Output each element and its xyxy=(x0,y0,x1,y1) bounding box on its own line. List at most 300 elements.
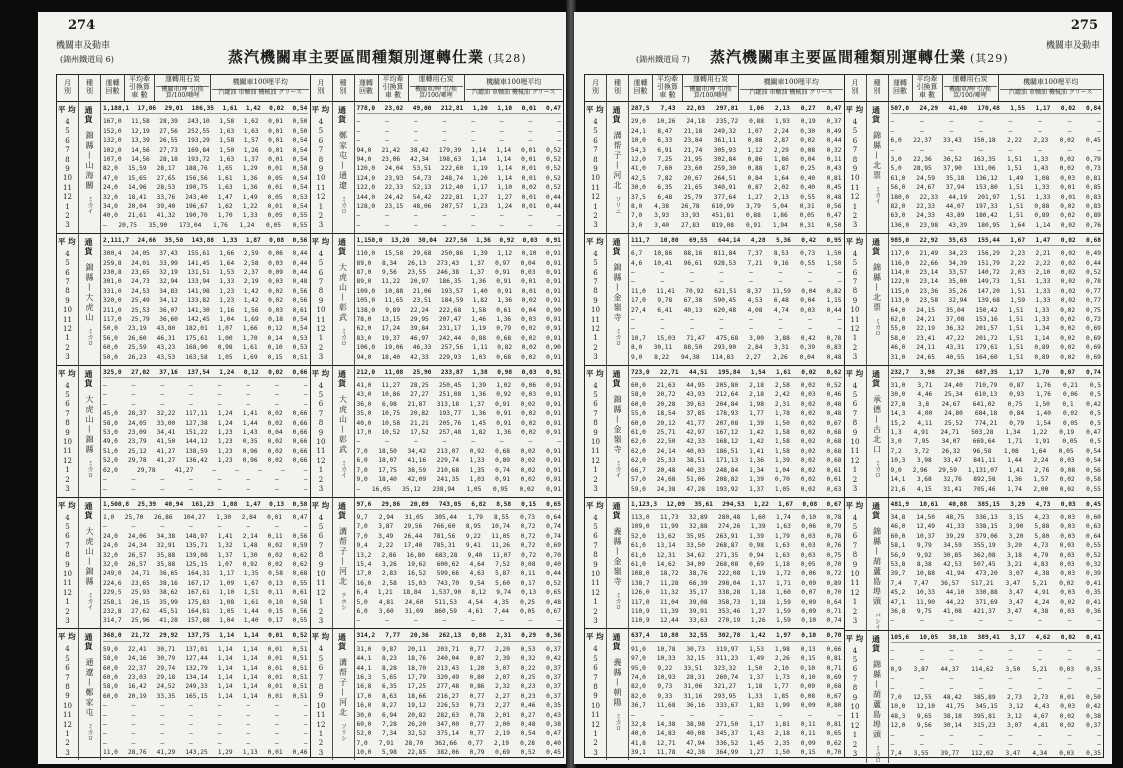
cell: 61,0 xyxy=(631,429,646,437)
cell: 2,37 xyxy=(243,268,259,276)
data-column xyxy=(889,234,1104,365)
cell: 25,79 xyxy=(131,316,150,323)
cell: 928,53 xyxy=(713,259,737,267)
cell: 37,94 xyxy=(945,184,965,192)
table-row xyxy=(631,729,842,738)
cell: 0,01 xyxy=(267,664,283,672)
month-label: 12 xyxy=(63,325,72,333)
cell: 87,0 xyxy=(356,268,372,276)
cell: 151,79 xyxy=(977,259,1000,267)
month-label: 5 xyxy=(318,391,324,400)
cell: 1,63 xyxy=(775,523,791,531)
cell: 2,23 xyxy=(1010,250,1026,258)
table-header xyxy=(845,75,1104,102)
cell: 781,56 xyxy=(432,532,456,540)
table-row xyxy=(357,277,562,286)
cell: 222,60 xyxy=(440,165,464,173)
cell: 0,67 xyxy=(826,692,842,700)
table-row xyxy=(103,748,308,757)
cell: 1,33 xyxy=(1034,316,1050,323)
cell: 60,0 xyxy=(631,382,646,390)
month-label: 2 xyxy=(318,475,324,484)
cell: 1,29 xyxy=(217,749,233,757)
cell: 0,40 xyxy=(800,174,816,182)
month-label: 11 xyxy=(850,712,860,721)
title-text: 蒸汽機關車主要區間種類別運轉仕業 xyxy=(228,48,485,66)
cell: 44,37 xyxy=(940,665,960,673)
cell: 137,54 xyxy=(187,368,210,376)
freight-label: 通貨 xyxy=(871,369,882,388)
cell: 13,20 xyxy=(391,236,410,244)
data-column xyxy=(629,366,844,497)
month-label: 4 xyxy=(65,513,70,522)
cell: 52,0 xyxy=(356,730,372,738)
cell: 2,96 xyxy=(912,466,928,474)
cell: 231,17 xyxy=(438,325,462,333)
cell: 1,36 xyxy=(471,410,487,418)
cell: 0,02 xyxy=(1060,236,1076,244)
cell: — xyxy=(189,400,193,408)
cell: 9,22 xyxy=(657,664,673,672)
cell: 2,23 xyxy=(1033,137,1049,145)
cell: 25,70 xyxy=(124,513,144,521)
cell: 0,02 xyxy=(520,476,536,484)
cell: 33,99 xyxy=(159,259,178,267)
cell: — xyxy=(979,146,983,154)
cell: 148,97 xyxy=(185,532,208,540)
cell: 0,42 xyxy=(546,655,561,663)
month-label: 4 xyxy=(852,249,858,258)
cell: 1,27 xyxy=(747,193,763,201)
cell: 1,47 xyxy=(245,500,261,508)
table-row xyxy=(631,616,842,625)
month-label: 2 xyxy=(593,607,598,616)
cell: 0,08 xyxy=(800,146,816,154)
cell: 26,44 xyxy=(403,532,423,540)
month-label: 8 xyxy=(318,551,324,560)
table-row xyxy=(891,334,1102,343)
cell: 20,12 xyxy=(656,419,676,427)
cell: 32,8 xyxy=(631,721,646,729)
cell: 11,59 xyxy=(772,287,791,295)
month-column xyxy=(311,234,333,365)
cell: — xyxy=(1067,675,1072,683)
month-label: 4 xyxy=(65,249,70,258)
cell: 164,60 xyxy=(975,353,998,361)
cell: 0,48 xyxy=(292,278,308,286)
cell: 143,88 xyxy=(191,236,215,244)
cell: 0,87 xyxy=(747,184,763,192)
cell: 35,88 xyxy=(156,551,176,559)
month-label: 10 xyxy=(63,438,72,447)
cell: 0,02 xyxy=(800,476,816,484)
cell: 644,14 xyxy=(718,236,741,244)
cell: 0,68 xyxy=(826,457,842,465)
data-column xyxy=(101,629,310,760)
cell: 33,57 xyxy=(948,268,968,276)
table-row xyxy=(631,739,842,748)
month-label: 2 xyxy=(852,607,858,616)
cell: 723,0 xyxy=(631,368,650,376)
page-number: 274 xyxy=(68,18,96,33)
month-column xyxy=(57,629,79,760)
cell: — xyxy=(160,391,165,399)
table-row xyxy=(103,287,308,296)
route-block xyxy=(57,102,310,234)
cell: 27,65 xyxy=(156,174,176,182)
header-kind xyxy=(867,75,889,101)
cell: 3,00 xyxy=(749,334,765,342)
header-avg-sub: 引換算 xyxy=(382,83,404,92)
cell: 710,79 xyxy=(974,382,998,390)
cell: 88,16 xyxy=(683,250,703,258)
cell: 27,4 xyxy=(631,306,646,314)
cell: 15,58 xyxy=(384,250,404,258)
month-label: 3 xyxy=(65,748,70,757)
header-month xyxy=(311,75,333,101)
month-label: 10 xyxy=(63,306,72,315)
cell: 17,52 xyxy=(410,429,429,437)
cell: 139,68 xyxy=(977,297,1000,305)
average-label: 平 均 xyxy=(586,236,604,246)
cell: 1,33 xyxy=(1033,155,1049,163)
cell: 0,54 xyxy=(292,174,308,182)
cell: — xyxy=(1038,146,1042,154)
cell: 0,54 xyxy=(292,316,308,323)
cell: 7,82 xyxy=(657,174,673,182)
cell: 23,60 xyxy=(683,165,703,173)
cell: 207,57 xyxy=(440,202,464,210)
cell: 1,08 xyxy=(1034,174,1050,182)
cell: 259,8 xyxy=(103,259,122,267)
month-label: 10 xyxy=(591,438,600,447)
cell: 41,75 xyxy=(945,703,965,711)
table-row xyxy=(357,259,562,268)
cell: 1,72 xyxy=(775,570,791,578)
cell: 20,19 xyxy=(127,692,147,700)
cell: 48,3 xyxy=(890,712,906,720)
table-row xyxy=(891,136,1102,145)
cell: 230,8 xyxy=(103,268,122,276)
cell: 0,88 xyxy=(471,632,487,640)
cell: 1,74 xyxy=(1007,485,1022,493)
cell: 0,12 xyxy=(267,325,283,333)
month-label: 3 xyxy=(318,616,324,625)
month-label: 12 xyxy=(850,325,860,333)
cell: 669,64 xyxy=(972,438,996,446)
cell: 195,84 xyxy=(718,368,741,376)
cell: 11,0 xyxy=(103,749,118,757)
cell: 385,15 xyxy=(977,500,1000,508)
table-row xyxy=(891,221,1102,230)
cell: 109,0 xyxy=(631,523,650,531)
cell: 140,72 xyxy=(977,268,1000,276)
cell: 0,54 xyxy=(292,325,308,333)
month-label: 9 xyxy=(593,296,598,305)
cell: — xyxy=(557,137,561,145)
cell: 36,0 xyxy=(356,400,372,408)
month-column xyxy=(845,102,867,233)
cell: 32,89 xyxy=(689,513,708,521)
cell: 3,21 xyxy=(1007,560,1022,568)
cell: — xyxy=(413,118,418,126)
cell: — xyxy=(808,278,812,286)
cell: 1,05 xyxy=(217,353,233,361)
cell: 232,8 xyxy=(103,607,122,615)
cell: 40,33 xyxy=(686,466,705,474)
cell: 1,41 xyxy=(217,532,233,540)
cell: 0,74 xyxy=(495,466,511,474)
cell: — xyxy=(103,391,107,399)
month-label: 12 xyxy=(591,720,600,729)
cell: 9,41 xyxy=(465,542,481,550)
cell: 24,21 xyxy=(916,316,935,323)
cell: 4,81 xyxy=(1033,722,1049,730)
cell: 56,0 xyxy=(103,334,118,342)
table-row xyxy=(103,221,308,230)
month-label: 9 xyxy=(852,693,858,702)
table-row xyxy=(357,616,562,625)
cell: 114,0 xyxy=(890,268,910,276)
cell: 0,02 xyxy=(521,429,537,437)
cell: — xyxy=(303,400,308,408)
data-column xyxy=(629,629,844,760)
cell: 40,08 xyxy=(686,730,705,738)
route-label: 承德—古北口 xyxy=(872,394,882,455)
cell: 0,56 xyxy=(826,202,842,210)
cell: 2,83 xyxy=(381,570,397,578)
cell: — xyxy=(471,127,475,135)
cell: 113,0 xyxy=(631,513,650,521)
cell: 4,15 xyxy=(916,485,932,493)
cell: — xyxy=(690,711,694,719)
month-label: 5 xyxy=(593,259,598,268)
cell: 0,40 xyxy=(546,739,561,747)
cell: 778,0 xyxy=(356,104,376,112)
table-row xyxy=(103,616,308,625)
cell: 1,87 xyxy=(245,236,261,244)
table-row xyxy=(103,551,308,560)
cell: — xyxy=(920,146,924,154)
cell: 250,86 xyxy=(440,250,464,258)
cell: 2,111,7 xyxy=(103,236,130,244)
cell: 11,22 xyxy=(381,278,401,286)
month-label: 3 xyxy=(318,353,324,362)
month-column xyxy=(311,498,333,629)
locomotive-class: ミカロ xyxy=(873,317,881,336)
cell: 19,06 xyxy=(384,344,404,352)
cell: 8,58 xyxy=(496,500,512,508)
cell: 0,02 xyxy=(521,419,537,427)
cell: 32,94 xyxy=(948,297,968,305)
table-row xyxy=(357,324,562,333)
table-row xyxy=(631,296,842,305)
cell: 205,80 xyxy=(715,382,739,390)
cell: — xyxy=(471,137,475,145)
cell: 4,46 xyxy=(917,391,933,399)
cell: — xyxy=(189,485,193,493)
cell: 20,72 xyxy=(656,391,676,399)
cell: 43,31 xyxy=(945,344,965,352)
cell: 29,78 xyxy=(136,466,156,474)
cell: — xyxy=(303,523,308,531)
header-coal-sub: 機關車/哩 引/换算/100/噸哩 xyxy=(410,86,463,100)
month-label: 4 xyxy=(852,381,858,390)
table-row xyxy=(631,334,842,343)
cell: — xyxy=(131,721,136,729)
locomotive-class: テホシ xyxy=(339,591,347,610)
cell: 44,1 xyxy=(356,664,372,672)
cell: 1,00 xyxy=(217,334,233,342)
table-row xyxy=(891,117,1102,126)
cell: — xyxy=(303,391,308,399)
cell: 10,74 xyxy=(491,523,511,531)
cell: 43,93 xyxy=(686,391,705,399)
cell: 1,73 xyxy=(774,674,790,681)
header-count xyxy=(889,75,913,101)
cell: 1,14 xyxy=(217,655,233,663)
cell: 475,68 xyxy=(715,334,739,342)
cell: 1,14 xyxy=(497,165,513,173)
cell: 0,37 xyxy=(546,692,561,700)
cell: — xyxy=(303,739,308,747)
table-row xyxy=(103,174,308,183)
cell: 71,47 xyxy=(686,334,705,342)
cell: 35,61 xyxy=(694,500,713,508)
cell: 8,28 xyxy=(381,664,397,672)
cell: — xyxy=(890,731,895,739)
cell: 167,61 xyxy=(187,589,210,597)
cell: 1,53 xyxy=(219,268,235,276)
cell: 7,0 xyxy=(890,693,902,701)
table-row xyxy=(103,466,308,475)
average-label: 平 均 xyxy=(586,104,604,114)
month-label: 5 xyxy=(318,259,324,268)
cell: 94,0 xyxy=(356,146,372,154)
month-label: 10 xyxy=(316,174,326,183)
cell: 10,0 xyxy=(356,749,372,757)
month-label: 5 xyxy=(318,522,324,531)
cell: 1,05 xyxy=(219,607,235,615)
cell: 2,58 xyxy=(774,382,790,390)
cell: 0,02 xyxy=(521,410,537,418)
cell: 301,0 xyxy=(103,278,122,286)
cell: 336,52 xyxy=(715,739,739,747)
cell: 43,23 xyxy=(156,344,176,352)
cell: — xyxy=(275,711,279,719)
cell: 39,91 xyxy=(689,607,708,615)
average-label: 平 均 xyxy=(311,236,330,246)
cell: 213,07 xyxy=(436,447,460,455)
cell: 1,67 xyxy=(1010,236,1026,244)
table-row xyxy=(631,259,842,268)
cell: 1,54 xyxy=(750,368,766,376)
cell: — xyxy=(1067,646,1072,654)
cell: — xyxy=(246,721,251,729)
data-column xyxy=(889,102,1104,233)
cell: 0,02 xyxy=(1060,334,1076,342)
month-label: 8 xyxy=(318,419,324,428)
header-oil-top: 機關車100哩平均 xyxy=(232,78,288,87)
cell: 37,16 xyxy=(159,368,178,376)
month-label: 9 xyxy=(65,296,70,305)
data-column xyxy=(355,234,564,365)
cell: 1,35 xyxy=(243,570,259,578)
locomotive-class: ミカイ xyxy=(86,591,93,610)
average-row xyxy=(631,500,842,510)
table-row xyxy=(357,136,562,145)
cell: — xyxy=(103,721,107,729)
table-row xyxy=(357,409,562,418)
cell: 0,02 xyxy=(521,297,537,305)
cell: 32,15 xyxy=(686,655,705,663)
month-label: 4 xyxy=(593,513,598,522)
cell: 60,0 xyxy=(356,721,372,729)
cell: 17,0 xyxy=(356,692,372,700)
cell: 60,0 xyxy=(103,692,118,700)
cell: 1,64 xyxy=(1010,221,1026,229)
route-label: 錦縣—金嶺寺 xyxy=(613,394,622,455)
cell: 35,00 xyxy=(948,278,968,286)
cell: — xyxy=(660,268,665,276)
cell: 168,90 xyxy=(185,344,208,352)
cell: 5,87 xyxy=(495,570,511,578)
cell: — xyxy=(189,702,193,710)
cell: 0,91 xyxy=(546,466,561,474)
cell: 25,53 xyxy=(131,306,150,314)
cell: 41,0 xyxy=(631,165,646,173)
table-row xyxy=(631,522,842,531)
header-coal-sub: 機關車/哩 引/换算/100/噸哩 xyxy=(156,86,209,100)
table-row xyxy=(357,155,562,164)
month-label: 2 xyxy=(318,211,324,220)
cell: 1,17 xyxy=(1035,104,1051,112)
cell: — xyxy=(217,400,222,408)
cell: — xyxy=(103,711,107,719)
cell: 1,19 xyxy=(750,570,766,578)
cell: 32,88 xyxy=(689,523,708,531)
month-label: 8 xyxy=(593,683,598,691)
cell: 157,88 xyxy=(187,617,210,625)
cell: 0,53 xyxy=(292,344,308,352)
month-column xyxy=(845,498,867,630)
cell: 60,0 xyxy=(103,664,118,672)
cell: 0,42 xyxy=(1086,703,1101,711)
table-row xyxy=(631,513,842,522)
cell: — xyxy=(303,702,308,710)
cell: — xyxy=(303,466,308,474)
cell: 0,10 xyxy=(268,598,283,606)
cell: — xyxy=(189,739,193,747)
cell: 1,51 xyxy=(1008,202,1024,210)
cell: — xyxy=(808,316,812,323)
header-coal-sub: 機關車/哩 引/换算/100/噸哩 xyxy=(944,86,997,100)
cell: 0,97 xyxy=(495,259,511,267)
cell: 1,48 xyxy=(242,542,258,550)
month-label: 1 xyxy=(852,598,858,607)
month-label: 5 xyxy=(65,259,70,268)
cell: 0,98 xyxy=(749,542,765,550)
cell: 54,42 xyxy=(412,193,432,201)
cell: 9,22 xyxy=(465,532,481,540)
cell: 2,27 xyxy=(495,702,511,710)
cell: 193,72 xyxy=(187,155,210,163)
cell: — xyxy=(413,137,418,145)
cell: 6,0 xyxy=(890,137,902,145)
cell: 2,73 xyxy=(1007,693,1022,701)
cell: 114,62 xyxy=(971,665,994,673)
cell: 0,09 xyxy=(268,268,283,276)
